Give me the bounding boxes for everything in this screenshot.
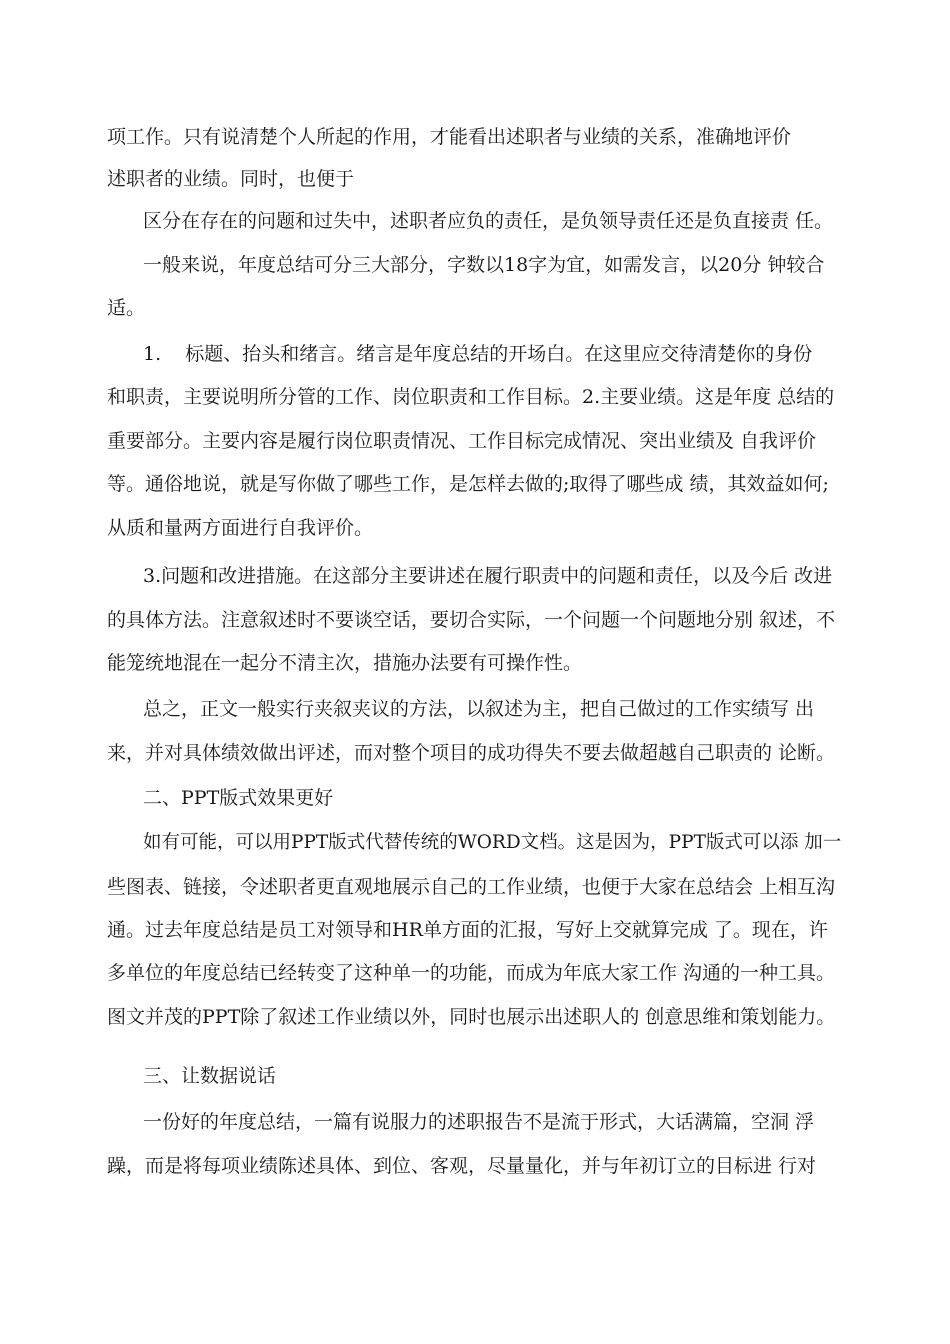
text-line: 的具体方法。注意叙述时不要谈空话，要切合实际，一个问题一个问题地分别 叙述，不 bbox=[107, 609, 836, 631]
text-line: 能笼统地混在一起分不清主次，措施办法要有可操作性。 bbox=[107, 652, 583, 674]
text-line: 3.问题和改进措施。在这部分主要讲述在履行职责中的问题和责任，以及今后 改进 bbox=[143, 565, 833, 587]
text-line: 通。过去年度总结是员工对领导和HR单方面的汇报，写好上交就算完成 了。现在，许 bbox=[107, 919, 828, 941]
text-line: 图文并茂的PPT除了叙述工作业绩以外，同时也展示出述职人的 创意思维和策划能力。 bbox=[107, 1006, 836, 1028]
text-line: 区分在存在的问题和过失中，述职者应负的责任，是负领导责任还是负直接责 任。 bbox=[143, 210, 834, 232]
text-line: 躁，而是将每项业绩陈述具体、到位、客观，尽量量化，并与年初订立的目标进 行对 bbox=[107, 1155, 817, 1177]
text-line: 一份好的年度总结，一篇有说服力的述职报告不是流于形式，大话满篇，空洞 浮 bbox=[143, 1111, 815, 1133]
text-line: 述职者的业绩。同时，也便于 bbox=[107, 168, 355, 190]
text-line: 从质和量两方面进行自我评价。 bbox=[107, 517, 374, 539]
text-line: 重要部分。主要内容是履行岗位职责情况、工作目标完成情况、突出业绩及 自我评价 bbox=[107, 430, 817, 452]
text-line: 多单位的年度总结已经转变了这种单一的功能，而成为年底大家工作 沟通的一种工具。 bbox=[107, 962, 836, 984]
text-line: 如有可能，可以用PPT版式代替传统的WORD文档。这是因为，PPT版式可以添 加一 bbox=[143, 832, 842, 853]
text-line: 总之，正文一般实行夹叙夹议的方法，以叙述为主，把自己做过的工作实绩写 出 bbox=[143, 698, 815, 720]
text-line: 1. 标题、抬头和绪言。绪言是年度总结的开场白。在这里应交待清楚你的身份 bbox=[143, 343, 813, 365]
text-line: 项工作。只有说清楚个人所起的作用，才能看出述职者与业绩的关系，准确地评价 bbox=[107, 126, 792, 148]
section-heading: 二、PPT版式效果更好 bbox=[143, 787, 334, 809]
text-line: 些图表、链接，令述职者更直观地展示自己的工作业绩，也便于大家在总结会 上相互沟 bbox=[107, 876, 836, 898]
text-line: 来，并对具体绩效做出评述，而对整个项目的成功得失不要去做超越自己职责的 论断。 bbox=[107, 742, 836, 764]
text-line: 适。 bbox=[107, 297, 146, 319]
section-heading: 三、让数据说话 bbox=[143, 1065, 277, 1087]
text-line: 一般来说，年度总结可分三大部分，字数以18字为宜，如需发言，以20分 钟较合 bbox=[143, 254, 825, 276]
text-line: 和职责，主要说明所分管的工作、岗位职责和工作目标。2.主要业绩。这是年度 总结的 bbox=[107, 386, 835, 408]
text-line: 等。通俗地说，就是写你做了哪些工作，是怎样去做的;取得了哪些成 绩，其效益如何; bbox=[107, 473, 829, 495]
